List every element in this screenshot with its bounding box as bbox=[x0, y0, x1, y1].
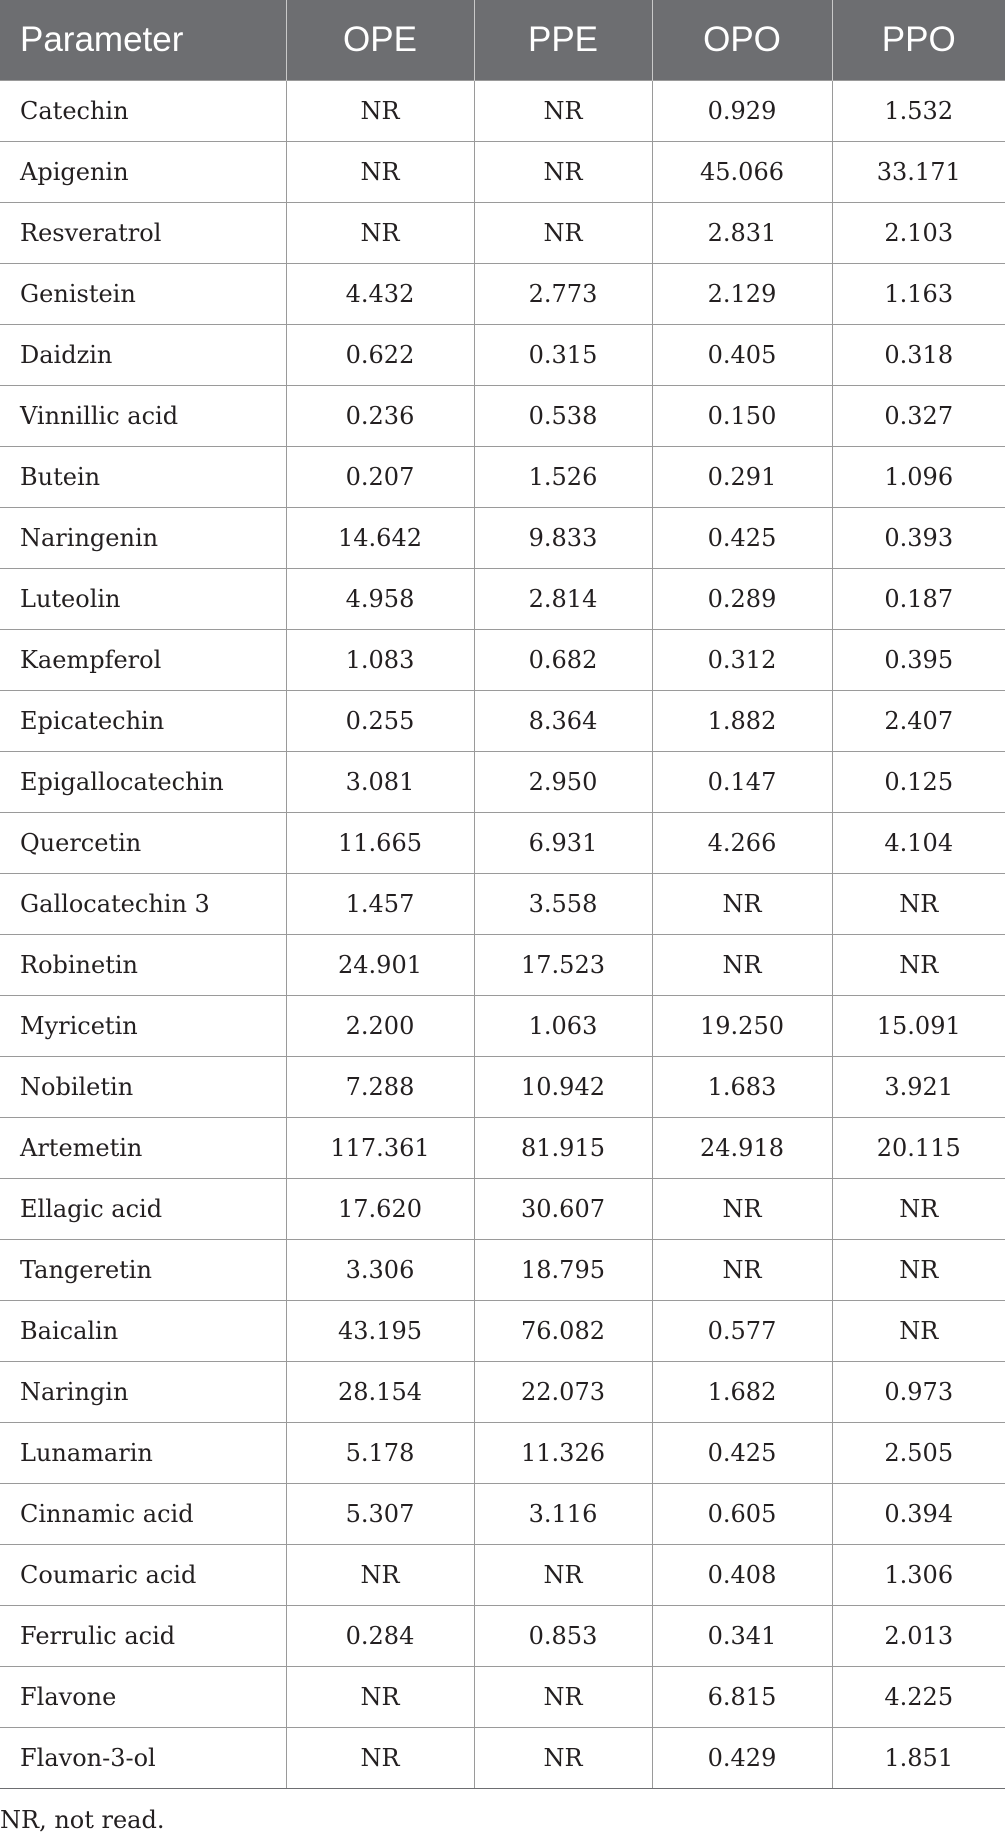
row-label-cell: Ferrulic acid bbox=[0, 1606, 286, 1667]
row-label-cell: Ellagic acid bbox=[0, 1179, 286, 1240]
row-label-cell: Epigallocatechin bbox=[0, 752, 286, 813]
value-cell: 3.558 bbox=[474, 874, 652, 935]
value-cell: 43.195 bbox=[286, 1301, 474, 1362]
value-cell: 0.150 bbox=[652, 386, 832, 447]
value-cell: 0.327 bbox=[832, 386, 1005, 447]
value-cell: 0.315 bbox=[474, 325, 652, 386]
value-cell: 0.318 bbox=[832, 325, 1005, 386]
value-cell: 5.307 bbox=[286, 1484, 474, 1545]
table-row bbox=[0, 1545, 1005, 1606]
row-label-cell: Myricetin bbox=[0, 996, 286, 1057]
table-body bbox=[0, 81, 1005, 1789]
value-cell: 9.833 bbox=[474, 508, 652, 569]
value-cell: 2.505 bbox=[832, 1423, 1005, 1484]
column-header-ppe: PPE bbox=[474, 0, 652, 81]
value-cell: 22.073 bbox=[474, 1362, 652, 1423]
table-row bbox=[0, 1362, 1005, 1423]
value-cell: 117.361 bbox=[286, 1118, 474, 1179]
column-header-ppo: PPO bbox=[832, 0, 1005, 81]
value-cell: 3.081 bbox=[286, 752, 474, 813]
value-cell: 6.815 bbox=[652, 1667, 832, 1728]
value-cell: NR bbox=[652, 1240, 832, 1301]
value-cell: 0.312 bbox=[652, 630, 832, 691]
row-label-cell: Gallocatechin 3 bbox=[0, 874, 286, 935]
value-cell: NR bbox=[652, 935, 832, 996]
value-cell: 1.063 bbox=[474, 996, 652, 1057]
table-row bbox=[0, 508, 1005, 569]
value-cell: 3.921 bbox=[832, 1057, 1005, 1118]
value-cell: 11.326 bbox=[474, 1423, 652, 1484]
value-cell: 0.622 bbox=[286, 325, 474, 386]
header-row bbox=[0, 0, 1005, 81]
value-cell: NR bbox=[286, 142, 474, 203]
table-row bbox=[0, 1301, 1005, 1362]
table-row bbox=[0, 1179, 1005, 1240]
value-cell: 1.683 bbox=[652, 1057, 832, 1118]
value-cell: 2.129 bbox=[652, 264, 832, 325]
row-label-cell: Kaempferol bbox=[0, 630, 286, 691]
value-cell: 0.291 bbox=[652, 447, 832, 508]
table-footnote: NR, not read. bbox=[0, 1806, 165, 1834]
value-cell: NR bbox=[474, 1728, 652, 1789]
value-cell: 19.250 bbox=[652, 996, 832, 1057]
column-header-opo: OPO bbox=[652, 0, 832, 81]
value-cell: 10.942 bbox=[474, 1057, 652, 1118]
table-row bbox=[0, 142, 1005, 203]
row-label-cell: Naringin bbox=[0, 1362, 286, 1423]
value-cell: NR bbox=[832, 1240, 1005, 1301]
value-cell: 0.853 bbox=[474, 1606, 652, 1667]
value-cell: 0.187 bbox=[832, 569, 1005, 630]
value-cell: 1.851 bbox=[832, 1728, 1005, 1789]
row-label-cell: Artemetin bbox=[0, 1118, 286, 1179]
row-label-cell: Vinnillic acid bbox=[0, 386, 286, 447]
value-cell: 4.432 bbox=[286, 264, 474, 325]
value-cell: 2.831 bbox=[652, 203, 832, 264]
table-row bbox=[0, 752, 1005, 813]
table-row bbox=[0, 630, 1005, 691]
row-label-cell: Resveratrol bbox=[0, 203, 286, 264]
table-row bbox=[0, 264, 1005, 325]
value-cell: 0.408 bbox=[652, 1545, 832, 1606]
row-label-cell: Naringenin bbox=[0, 508, 286, 569]
value-cell: NR bbox=[652, 1179, 832, 1240]
value-cell: 2.814 bbox=[474, 569, 652, 630]
table-row bbox=[0, 813, 1005, 874]
value-cell: 8.364 bbox=[474, 691, 652, 752]
value-cell: 0.682 bbox=[474, 630, 652, 691]
table-row bbox=[0, 1484, 1005, 1545]
row-label-cell: Lunamarin bbox=[0, 1423, 286, 1484]
value-cell: 2.407 bbox=[832, 691, 1005, 752]
row-label-cell: Genistein bbox=[0, 264, 286, 325]
table-row bbox=[0, 203, 1005, 264]
table-row bbox=[0, 1606, 1005, 1667]
value-cell: 0.341 bbox=[652, 1606, 832, 1667]
value-cell: 6.931 bbox=[474, 813, 652, 874]
value-cell: 1.306 bbox=[832, 1545, 1005, 1606]
value-cell: 20.115 bbox=[832, 1118, 1005, 1179]
value-cell: 17.523 bbox=[474, 935, 652, 996]
value-cell: 81.915 bbox=[474, 1118, 652, 1179]
value-cell: NR bbox=[832, 1301, 1005, 1362]
column-header-parameter: Parameter bbox=[0, 0, 286, 81]
row-label-cell: Robinetin bbox=[0, 935, 286, 996]
value-cell: NR bbox=[286, 1545, 474, 1606]
value-cell: 0.255 bbox=[286, 691, 474, 752]
value-cell: 76.082 bbox=[474, 1301, 652, 1362]
value-cell: 0.605 bbox=[652, 1484, 832, 1545]
value-cell: 3.116 bbox=[474, 1484, 652, 1545]
value-cell: NR bbox=[832, 1179, 1005, 1240]
value-cell: NR bbox=[474, 1667, 652, 1728]
value-cell: 1.083 bbox=[286, 630, 474, 691]
value-cell: 17.620 bbox=[286, 1179, 474, 1240]
value-cell: 4.104 bbox=[832, 813, 1005, 874]
value-cell: 1.163 bbox=[832, 264, 1005, 325]
value-cell: 0.973 bbox=[832, 1362, 1005, 1423]
value-cell: 1.882 bbox=[652, 691, 832, 752]
value-cell: NR bbox=[286, 1667, 474, 1728]
value-cell: 28.154 bbox=[286, 1362, 474, 1423]
value-cell: 2.103 bbox=[832, 203, 1005, 264]
value-cell: NR bbox=[286, 203, 474, 264]
value-cell: 2.773 bbox=[474, 264, 652, 325]
row-label-cell: Nobiletin bbox=[0, 1057, 286, 1118]
row-label-cell: Flavone bbox=[0, 1667, 286, 1728]
table-row bbox=[0, 447, 1005, 508]
value-cell: NR bbox=[652, 874, 832, 935]
value-cell: 0.207 bbox=[286, 447, 474, 508]
value-cell: 4.958 bbox=[286, 569, 474, 630]
row-label-cell: Butein bbox=[0, 447, 286, 508]
value-cell: NR bbox=[286, 1728, 474, 1789]
value-cell: 18.795 bbox=[474, 1240, 652, 1301]
row-label-cell: Luteolin bbox=[0, 569, 286, 630]
value-cell: 45.066 bbox=[652, 142, 832, 203]
value-cell: 30.607 bbox=[474, 1179, 652, 1240]
table-row bbox=[0, 81, 1005, 142]
row-label-cell: Catechin bbox=[0, 81, 286, 142]
value-cell: 4.266 bbox=[652, 813, 832, 874]
value-cell: NR bbox=[286, 81, 474, 142]
value-cell: 14.642 bbox=[286, 508, 474, 569]
value-cell: 0.425 bbox=[652, 508, 832, 569]
value-cell: 1.526 bbox=[474, 447, 652, 508]
table-row bbox=[0, 1240, 1005, 1301]
row-label-cell: Cinnamic acid bbox=[0, 1484, 286, 1545]
value-cell: 0.577 bbox=[652, 1301, 832, 1362]
table-header bbox=[0, 0, 1005, 81]
row-label-cell: Tangeretin bbox=[0, 1240, 286, 1301]
value-cell: NR bbox=[474, 81, 652, 142]
row-label-cell: Flavon-3-ol bbox=[0, 1728, 286, 1789]
row-label-cell: Baicalin bbox=[0, 1301, 286, 1362]
table-row bbox=[0, 1057, 1005, 1118]
value-cell: NR bbox=[832, 874, 1005, 935]
value-cell: 2.013 bbox=[832, 1606, 1005, 1667]
row-label-cell: Epicatechin bbox=[0, 691, 286, 752]
value-cell: 7.288 bbox=[286, 1057, 474, 1118]
table-row bbox=[0, 935, 1005, 996]
value-cell: NR bbox=[474, 142, 652, 203]
value-cell: 0.125 bbox=[832, 752, 1005, 813]
value-cell: 2.200 bbox=[286, 996, 474, 1057]
value-cell: 0.425 bbox=[652, 1423, 832, 1484]
value-cell: 0.284 bbox=[286, 1606, 474, 1667]
value-cell: 1.096 bbox=[832, 447, 1005, 508]
value-cell: NR bbox=[474, 203, 652, 264]
value-cell: 0.429 bbox=[652, 1728, 832, 1789]
value-cell: NR bbox=[832, 935, 1005, 996]
row-label-cell: Coumaric acid bbox=[0, 1545, 286, 1606]
table-row bbox=[0, 386, 1005, 447]
value-cell: 4.225 bbox=[832, 1667, 1005, 1728]
row-label-cell: Apigenin bbox=[0, 142, 286, 203]
value-cell: 1.682 bbox=[652, 1362, 832, 1423]
value-cell: 3.306 bbox=[286, 1240, 474, 1301]
value-cell: NR bbox=[474, 1545, 652, 1606]
value-cell: 1.532 bbox=[832, 81, 1005, 142]
value-cell: 0.405 bbox=[652, 325, 832, 386]
table-row bbox=[0, 1667, 1005, 1728]
row-label-cell: Quercetin bbox=[0, 813, 286, 874]
table-row bbox=[0, 996, 1005, 1057]
row-label-cell: Daidzin bbox=[0, 325, 286, 386]
table-row bbox=[0, 1728, 1005, 1789]
value-cell: 2.950 bbox=[474, 752, 652, 813]
value-cell: 0.289 bbox=[652, 569, 832, 630]
value-cell: 0.394 bbox=[832, 1484, 1005, 1545]
value-cell: 11.665 bbox=[286, 813, 474, 874]
table-row bbox=[0, 569, 1005, 630]
table-row bbox=[0, 1118, 1005, 1179]
value-cell: 1.457 bbox=[286, 874, 474, 935]
value-cell: 0.236 bbox=[286, 386, 474, 447]
value-cell: 0.393 bbox=[832, 508, 1005, 569]
table-row bbox=[0, 874, 1005, 935]
value-cell: 33.171 bbox=[832, 142, 1005, 203]
value-cell: 24.918 bbox=[652, 1118, 832, 1179]
value-cell: 0.147 bbox=[652, 752, 832, 813]
value-cell: 0.538 bbox=[474, 386, 652, 447]
value-cell: 0.395 bbox=[832, 630, 1005, 691]
value-cell: 5.178 bbox=[286, 1423, 474, 1484]
table-row bbox=[0, 1423, 1005, 1484]
value-cell: 15.091 bbox=[832, 996, 1005, 1057]
table-row bbox=[0, 325, 1005, 386]
value-cell: 0.929 bbox=[652, 81, 832, 142]
column-header-ope: OPE bbox=[286, 0, 474, 81]
value-cell: 24.901 bbox=[286, 935, 474, 996]
table-row bbox=[0, 691, 1005, 752]
